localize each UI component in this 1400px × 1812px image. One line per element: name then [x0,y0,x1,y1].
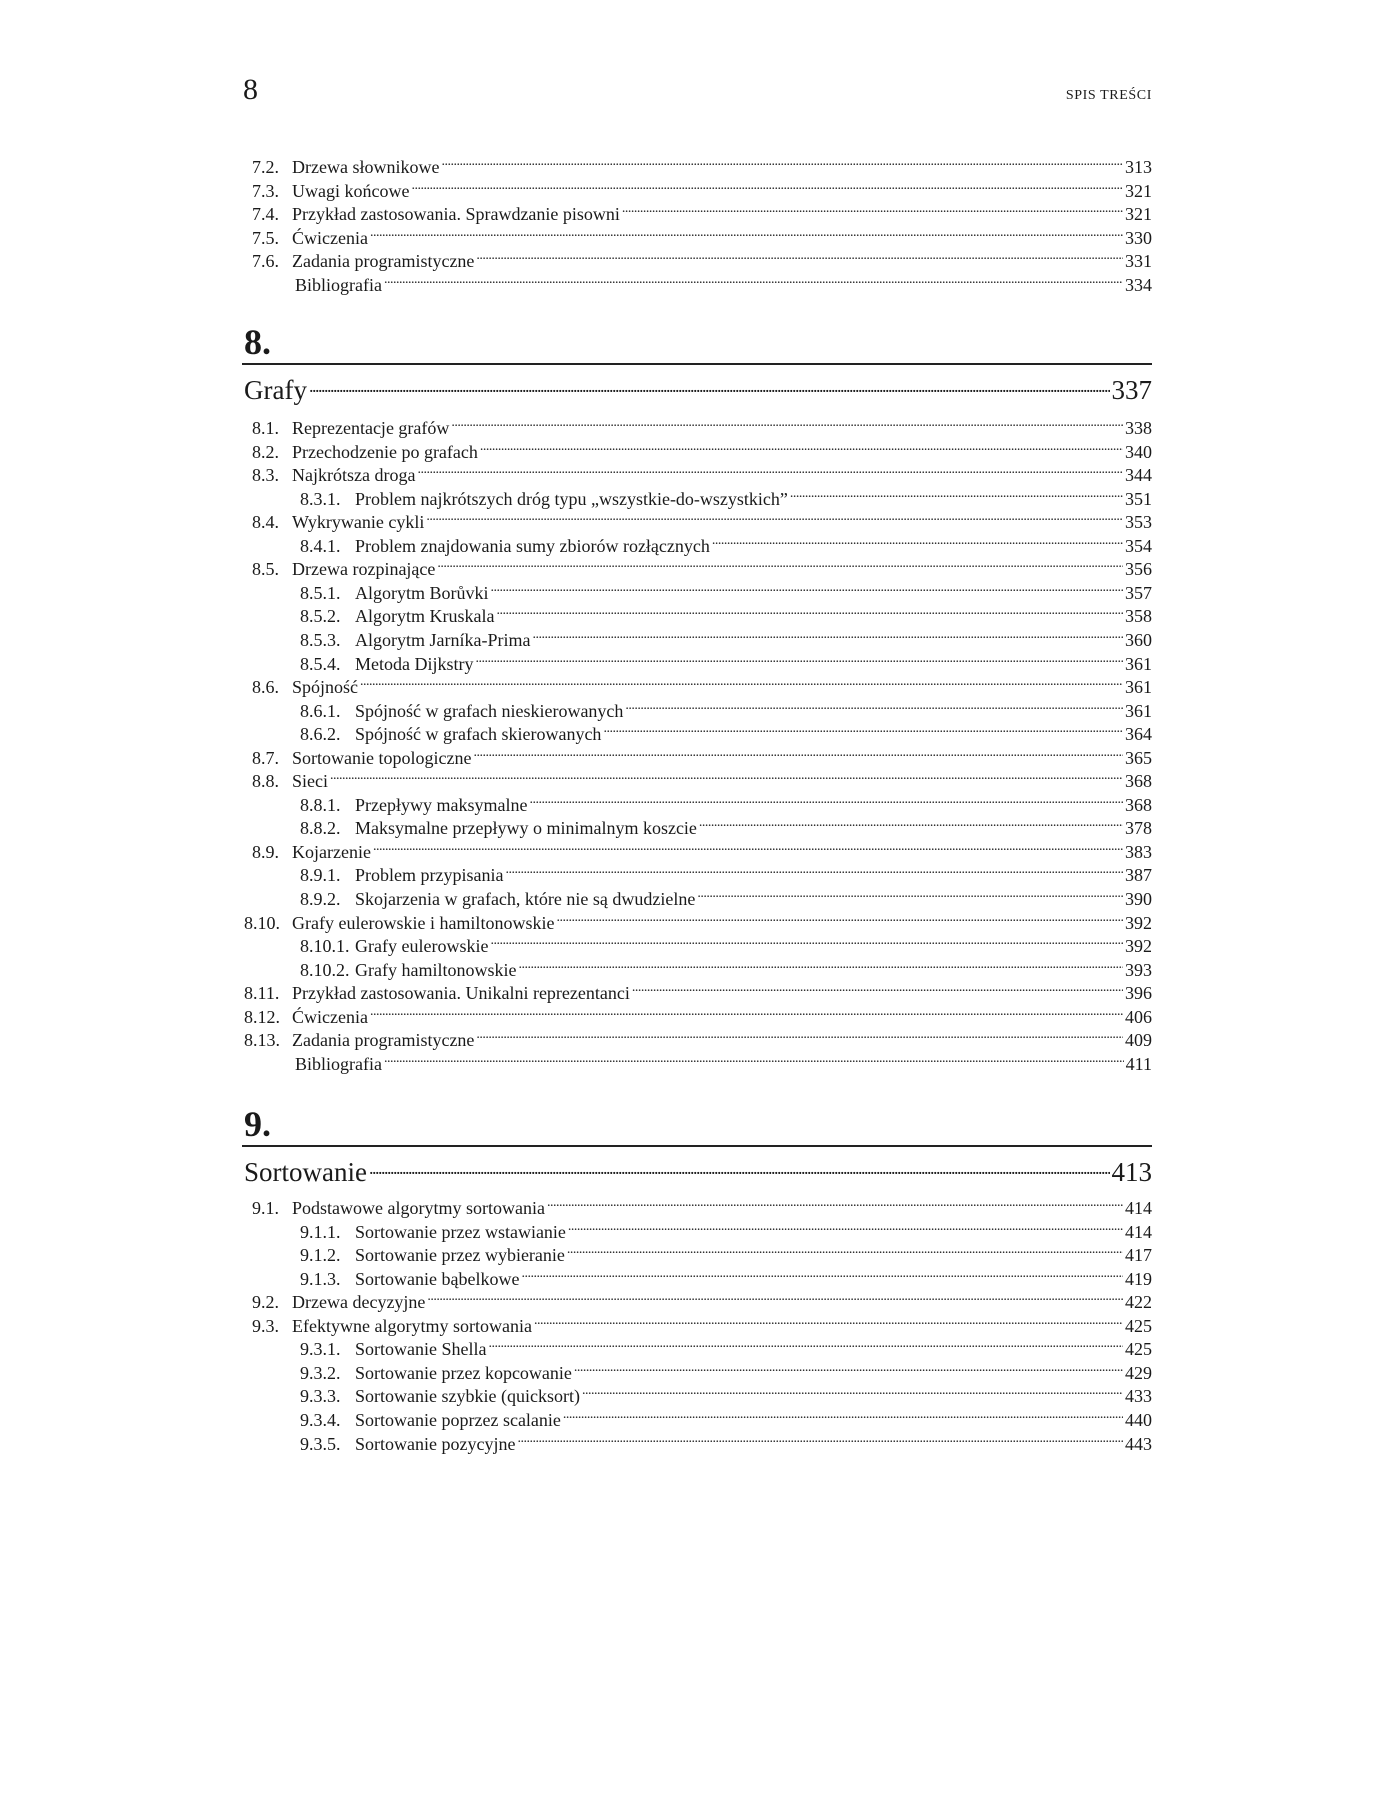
toc-entry-title: Sortowanie przez kopcowanie [355,1362,572,1383]
toc-entry-title: Przepływy maksymalne [355,794,528,815]
dot-leader [437,552,1123,575]
dot-leader [411,174,1123,197]
toc-entry-title: Sortowanie bąbelkowe [355,1268,520,1289]
toc-entry-page: 331 [1125,251,1152,271]
toc-entry[interactable] [252,1191,1152,1218]
dot-leader [360,670,1123,693]
toc-entry-title: Problem przypisania [355,865,504,886]
toc-entry-number: 8.8. [252,771,279,792]
toc-entry[interactable] [252,458,1152,486]
toc-entry-number: 8.12. [244,1006,280,1027]
toc-entry-number: 8.5. [252,559,279,580]
toc-entry[interactable] [300,1356,1152,1383]
dot-leader [521,1262,1123,1285]
dot-leader [370,221,1123,244]
toc-entry-title: Algorytm Borůvki [355,582,489,603]
toc-entry-number: 7.6. [252,251,279,271]
toc-entry-title: Najkrótsza droga [292,465,416,486]
toc-entry[interactable] [300,599,1152,627]
toc-entry-page: 353 [1125,512,1152,533]
toc-entry-number: 9.3.5. [300,1433,341,1454]
toc-entry-number: 8.2. [252,441,279,462]
toc-entry-title: Sortowanie szybkie (quicksort) [355,1386,580,1407]
dot-leader [697,882,1123,905]
toc-entry-page: 368 [1125,771,1152,792]
toc-entry-title: Kojarzenie [292,841,371,862]
toc-entry-title: Grafy eulerowskie i hamiltonowskie [292,912,555,933]
toc-entry-page: 364 [1125,724,1152,745]
dot-leader [451,411,1123,434]
toc-entry-title: Przykład zastosowania. Unikalni reprezentanci [292,983,630,1004]
toc-entry-number: 9.3. [252,1315,279,1336]
toc-entry-title: Drzewa słownikowe [292,157,440,177]
toc-entry-number: 9.1. [252,1198,279,1218]
toc-entry-title: Grafy eulerowskie [355,936,489,957]
dot-leader [309,365,1110,399]
toc-entry-number: 8.9.2. [300,889,341,909]
toc-entry-page: 429 [1125,1362,1152,1383]
dot-leader [529,788,1123,811]
toc-entry-number: 8.5.1. [300,582,341,603]
toc-entry-number: 8.4.1. [300,535,341,556]
toc-entry-title: Bibliografia [295,274,382,295]
toc-entry[interactable] [300,788,1152,815]
toc-entry-title: Sortowanie Shella [355,1339,487,1360]
toc-entry[interactable] [244,976,1152,1004]
toc-entry-number: 9.1.2. [300,1245,341,1266]
toc-entry-number: 9.3.4. [300,1409,341,1430]
dot-leader [476,647,1124,670]
toc-entry[interactable] [300,482,1152,509]
toc-entry-number: 7.4. [252,204,279,224]
dot-leader [505,858,1123,881]
toc-entry-number: 8.5.4. [300,653,341,674]
toc-entry-page: 390 [1125,889,1152,909]
dot-leader [603,717,1123,740]
toc-entry-number: 7.3. [252,180,279,201]
chapter-9-heading[interactable] [244,1147,1152,1187]
toc-entry-title: Sortowanie przez wstawianie [355,1221,566,1242]
toc-entry-title: Sortowanie pozycyjne [355,1433,516,1454]
toc-entry-page: 440 [1125,1409,1152,1430]
toc-entry-page: 383 [1125,841,1152,862]
toc-entry-page: 351 [1125,488,1152,509]
toc-entry-page: 419 [1125,1268,1152,1289]
toc-entry[interactable] [252,435,1152,462]
toc-entry[interactable] [300,647,1152,674]
toc-entry-page: 409 [1125,1030,1152,1051]
toc-entry-page: 360 [1125,629,1152,650]
toc-entry-title: Maksymalne przepływy o minimalnym koszcie [355,818,697,839]
toc-entry-number: 8.3.1. [300,488,341,509]
chapter-8-number: 8. [244,322,271,362]
toc-entry-title: Sortowanie poprzez scalanie [355,1409,561,1430]
toc-entry-number: 8.6. [252,677,279,698]
toc-entry-title: Problem najkrótszych dróg typu „wszystkie-do-wszystkich” [355,488,788,509]
dot-leader [384,1047,1124,1070]
toc-entry-title: Podstawowe algorytmy sortowania [292,1198,545,1218]
dot-leader [563,1403,1123,1426]
toc-entry-page: 313 [1125,157,1152,177]
toc-entry-page: 361 [1125,700,1152,721]
dot-leader [426,505,1123,528]
dot-leader [567,1238,1123,1261]
toc-entry-page: 361 [1125,653,1152,674]
toc-entry-page: 334 [1125,274,1152,295]
toc-entry-number: 8.7. [252,747,279,768]
dot-leader [574,1356,1123,1379]
toc-entry[interactable] [300,623,1152,650]
running-head: SPIS TREŚCI [1065,88,1152,103]
toc-entry[interactable] [300,1238,1152,1266]
toc-entry-page: 358 [1125,606,1152,627]
toc-entry[interactable] [300,576,1152,603]
chapter-9-number: 9. [244,1104,271,1144]
toc-entry-page: 340 [1125,441,1152,462]
toc-entry-page: 425 [1125,1315,1152,1336]
page-number: 8 [243,73,258,106]
toc-entry-page: 387 [1125,865,1152,886]
toc-entry[interactable] [252,411,1152,438]
toc-entry-page: 443 [1125,1433,1152,1454]
toc-entry-number: 8.4. [252,512,279,533]
toc-entry-number: 9.3.3. [300,1386,341,1407]
dot-leader [556,906,1123,929]
toc-entry-title: Ćwiczenia [292,1006,368,1027]
toc-entry-title: Sieci [292,771,328,792]
toc-entry[interactable] [300,858,1152,886]
toc-entry[interactable] [300,1427,1152,1454]
dot-leader [582,1379,1123,1402]
dot-leader [476,244,1123,267]
toc-entry[interactable] [300,1403,1152,1430]
toc-entry-number: 9.3.1. [300,1339,341,1360]
toc-entry-title: Grafy hamiltonowskie [355,959,517,980]
toc-entry-number: 8.10.2. [300,959,350,980]
toc-entry[interactable] [300,811,1152,839]
toc-entry-page: 365 [1125,747,1152,768]
toc-entry-page: 414 [1125,1221,1152,1242]
toc-entry-page: 361 [1125,677,1152,698]
dot-leader [473,741,1123,764]
toc-entry-page: 422 [1125,1292,1152,1313]
toc-entry[interactable] [252,835,1152,862]
toc-entry-number: 8.9. [252,841,279,862]
toc-entry-title: Przykład zastosowania. Sprawdzanie pisowni [292,204,620,224]
dot-leader [441,150,1123,173]
toc-entry-title: Sortowanie przez wybieranie [355,1245,565,1266]
toc-entry-title: Reprezentacje grafów [292,418,450,438]
toc-entry-page: 411 [1125,1053,1152,1074]
dot-leader [384,268,1123,291]
toc-entry-title: Zadania programistyczne [292,1030,475,1051]
toc-entry[interactable] [252,1309,1152,1336]
dot-leader [518,953,1123,976]
toc-entry-page: 417 [1125,1245,1152,1266]
toc-entry[interactable] [252,552,1152,580]
toc-entry-number: 9.2. [252,1292,279,1313]
dot-leader [622,197,1123,220]
toc-entry-number: 8.5.2. [300,606,341,627]
toc-entry[interactable] [300,953,1152,980]
toc-entry-title: Spójność w grafach nieskierowanych [355,700,624,721]
toc-entry[interactable] [300,882,1152,909]
toc-entry-number: 9.3.2. [300,1362,341,1383]
dot-leader [491,576,1124,599]
toc-entry-number: 9.1.3. [300,1268,341,1289]
chapter-8-heading[interactable] [244,365,1152,405]
dot-leader [790,482,1123,505]
toc-entry-number: 8.9.1. [300,865,341,886]
toc-entry-page: 378 [1125,818,1152,839]
toc-entry-title: Efektywne algorytmy sortowania [292,1315,532,1336]
toc-entry-number: 8.3. [252,465,279,486]
chapter-9-title: Sortowanie [244,1157,367,1187]
dot-leader [625,694,1123,717]
toc-entry[interactable] [252,1285,1152,1313]
toc-entry[interactable] [300,1215,1152,1242]
chapter-8-title: Grafy [244,375,307,405]
toc-entry-number: 7.2. [252,157,279,177]
toc-entry-page: 338 [1125,418,1152,438]
toc-entry-title: Bibliografia [295,1053,382,1074]
dot-leader [330,764,1123,787]
dot-leader [632,976,1123,999]
toc-entry-page: 406 [1125,1006,1152,1027]
toc-entry-page: 357 [1125,582,1152,603]
toc-entry[interactable] [252,150,1152,177]
dot-leader [427,1285,1123,1308]
toc-entry[interactable] [300,1262,1152,1289]
toc-entry-title: Algorytm Jarníka-Prima [355,629,531,650]
toc-entry-title: Ćwiczenia [292,227,368,248]
toc-entry-number: 8.8.2. [300,818,341,839]
toc-entry-number: 9.1.1. [300,1221,341,1242]
toc-entry-number: 8.11. [244,983,280,1004]
toc-entry-title: Algorytm Kruskala [355,606,495,627]
dot-leader [547,1191,1123,1214]
toc-entry[interactable] [300,929,1152,957]
toc-entry-number: 7.5. [252,227,279,248]
toc-entry-number: 8.13. [244,1030,280,1051]
toc-entry-number: 8.10.1. [300,936,350,957]
dot-leader [496,599,1123,622]
toc-entry-title: Skojarzenia w grafach, które nie są dwudzielne [355,889,696,909]
toc-entry-number: 8.8.1. [300,794,341,815]
dot-leader [373,835,1123,858]
toc-entry[interactable] [300,717,1152,745]
toc-entry[interactable] [252,741,1152,768]
toc-entry-page: 396 [1125,983,1152,1004]
toc-entry-title: Drzewa rozpinające [292,559,436,580]
toc-entry-number: 8.1. [252,418,279,438]
toc-entry-title: Zadania programistyczne [292,251,475,271]
dot-leader [699,811,1123,834]
toc-entry[interactable] [300,529,1152,556]
dot-leader [417,458,1123,481]
toc-entry-page: 433 [1125,1386,1152,1407]
dot-leader [568,1215,1123,1238]
dot-leader [370,1000,1123,1023]
dot-leader [534,1309,1123,1332]
toc-entry[interactable] [252,244,1152,271]
dot-leader [488,1332,1123,1355]
toc-entry-page: 321 [1125,204,1152,224]
toc-entry-title: Wykrywanie cykli [292,512,425,533]
toc-entry-page: 321 [1125,180,1152,201]
toc-entry-title: Metoda Dijkstry [355,653,474,674]
chapter-9-page: 413 [1111,1157,1152,1187]
toc-entry-page: 354 [1125,535,1152,556]
toc-entry-page: 425 [1125,1339,1152,1360]
dot-leader [490,929,1123,952]
toc-entry[interactable] [295,268,1152,295]
toc-entry[interactable] [252,764,1152,792]
toc-entry[interactable] [252,197,1152,224]
toc-entry-page: 393 [1125,959,1152,980]
toc-entry-title: Uwagi końcowe [292,180,410,201]
dot-leader [476,1023,1123,1046]
chapter-8-page: 337 [1111,375,1152,405]
toc-entry-title: Drzewa decyzyjne [292,1292,426,1313]
toc-entry-title: Przechodzenie po grafach [292,441,478,462]
toc-entry-title: Spójność [292,677,359,698]
toc-entry-page: 392 [1125,936,1152,957]
toc-entry[interactable] [252,174,1152,201]
toc-entry-number: 8.10. [244,912,280,933]
toc-entry-title: Spójność w grafach skierowanych [355,724,602,745]
toc-entry[interactable] [300,694,1152,721]
dot-leader [517,1427,1123,1450]
toc-entry-number: 8.5.3. [300,629,341,650]
toc-entry-page: 392 [1125,912,1152,933]
toc-entry[interactable] [252,221,1152,248]
toc-entry[interactable] [252,505,1152,533]
toc-entry-page: 344 [1125,465,1152,486]
toc-entry-title: Problem znajdowania sumy zbiorów rozłącznych [355,535,710,556]
dot-leader [480,435,1123,458]
toc-entry-page: 330 [1125,227,1152,248]
toc-entry[interactable] [244,1000,1152,1027]
toc-entry-number: 8.6.2. [300,724,341,745]
toc-entry-page: 368 [1125,794,1152,815]
toc-entry[interactable] [295,1047,1152,1074]
toc-entry-number: 8.6.1. [300,700,341,721]
toc-entry-title: Sortowanie topologiczne [292,747,472,768]
dot-leader [532,623,1123,646]
toc-entry[interactable] [300,1379,1152,1407]
toc-entry[interactable] [244,906,1152,933]
dot-leader [369,1147,1110,1181]
toc-entry-page: 414 [1125,1198,1152,1218]
dot-leader [712,529,1123,552]
toc-entry[interactable] [300,1332,1152,1360]
toc-entry[interactable] [244,1023,1152,1051]
toc-entry[interactable] [252,670,1152,698]
toc-entry-page: 356 [1125,559,1152,580]
